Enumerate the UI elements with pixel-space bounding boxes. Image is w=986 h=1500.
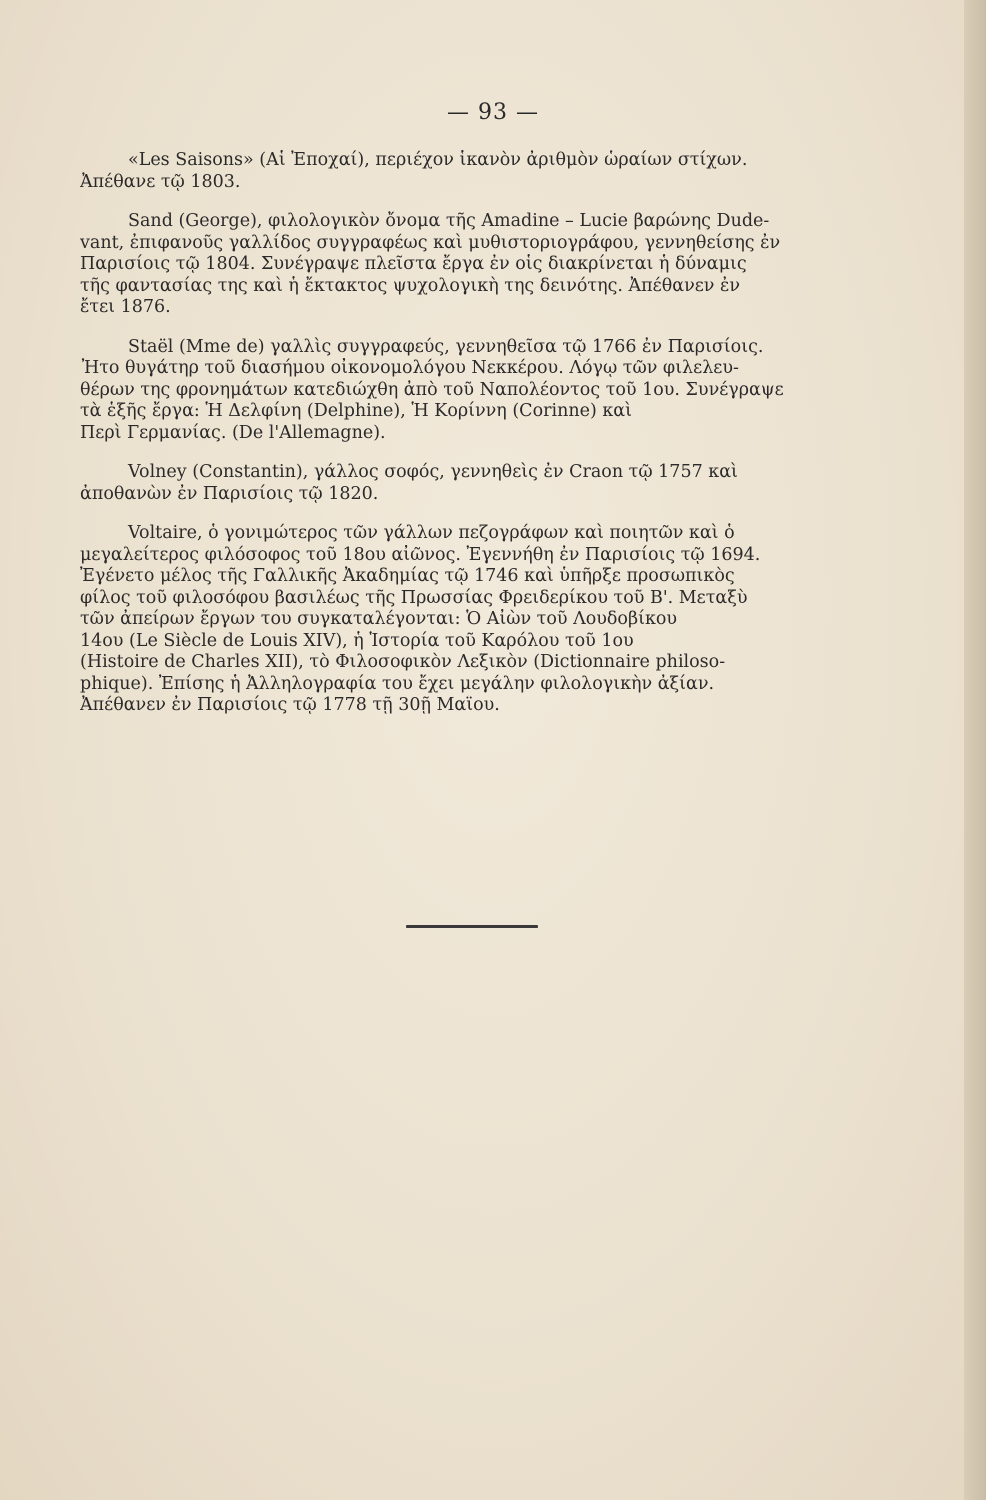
text-line: μεγαλείτερος φιλόσοφος τοῦ 18ου αἰῶνος. Ἐγεννήθη ἐν Παρισίοις τῷ 1694. [80,544,761,565]
text-line: ἀποθανὼν ἐν Παρισίοις τῷ 1820. [80,483,379,504]
text-line: Ἦτο θυγάτηρ τοῦ διασήμου οἰκονομολόγου Νεκκέρου. Λόγῳ τῶν φιλελευ- [80,358,739,378]
text-line: θέρων της φρονημάτων κατεδιώχθη ἀπὸ τοῦ Ναπολέοντος τοῦ 1ου. Συνέγραψε [80,379,784,400]
entry-sand [80,211,880,319]
text-line: vant, ἐπιφανοῦς γαλλίδος συγγραφέως καὶ μυθιστοριογράφου, γεννηθείσης ἐν [80,232,781,253]
section-divider-rule [406,925,538,928]
entry-voltaire [80,523,880,717]
text-line: 14ου (Le Siècle de Louis XIV), ἡ Ἱστορία τοῦ Καρόλου τοῦ 1ου [80,630,634,651]
text-line: (Histoire de Charles XII), τὸ Φιλοσοφικὸν Λεξικὸν (Dictionnaire philoso- [80,652,726,672]
text-line: Ἀπέθανεν ἐν Παρισίοις τῷ 1778 τῇ 30ῇ Μαΐου. [80,695,500,715]
text-line: ἔτει 1876. [80,297,171,317]
text-line: φίλος τοῦ φιλοσόφου βασιλέως τῆς Πρωσσίας Φρειδερίκου τοῦ Β'. Μεταξὺ [80,587,748,608]
page-number: — 93 — [447,100,539,125]
text-line: Voltaire, ὁ γονιμώτερος τῶν γάλλων πεζογράφων καὶ ποιητῶν καὶ ὁ [128,523,735,543]
text-line: Ἐγένετο μέλος τῆς Γαλλικῆς Ἀκαδημίας τῷ 1746 καὶ ὑπῆρξε προσωπικὸς [80,566,735,586]
text-line: Περὶ Γερμανίας. (De l'Allemagne). [80,422,386,443]
text-line: Volney (Constantin), γάλλος σοφός, γεννηθεὶς ἐν Craon τῷ 1757 καὶ [128,462,738,482]
text-line: Παρισίοις τῷ 1804. Συνέγραψε πλεῖστα ἔργα ἐν οἷς διακρίνεται ἡ δύναμις [80,254,747,274]
text-line: τὰ ἑξῆς ἔργα: Ἡ Δελφίνη (Delphine), Ἡ Κορίννη (Corinne) καὶ [80,401,632,421]
entry-stael [80,337,880,445]
page-edge [964,0,986,1500]
text-line: «Les Saisons» (Αἱ Ἐποχαί), περιέχον ἱκανὸν ἀριθμὸν ὡραίων στίχων. [128,150,748,170]
text-line: τῆς φαντασίας της καὶ ἡ ἔκτακτος ψυχολογικὴ της δεινότης. Ἀπέθανεν ἐν [80,275,741,296]
text-line: τῶν ἀπείρων ἔργων του συγκαταλέγονται: Ὁ Αἰὼν τοῦ Λουδοβίκου [80,609,678,629]
text-body [80,150,880,735]
text-line: Ἀπέθανε τῷ 1803. [80,171,241,192]
entry-saisons [80,150,880,193]
text-line: Sand (George), φιλολογικὸν ὄνομα τῆς Amadine – Lucie βαρώνης Dude- [128,211,770,231]
entry-volney [80,462,880,505]
text-line: Staël (Mme de) γαλλὶς συγγραφεύς, γεννηθεῖσα τῷ 1766 ἐν Παρισίοις. [128,336,764,357]
text-line: phique). Ἐπίσης ἡ Ἀλληλογραφία του ἔχει μεγάλην φιλολογικὴν ἀξίαν. [80,673,715,694]
